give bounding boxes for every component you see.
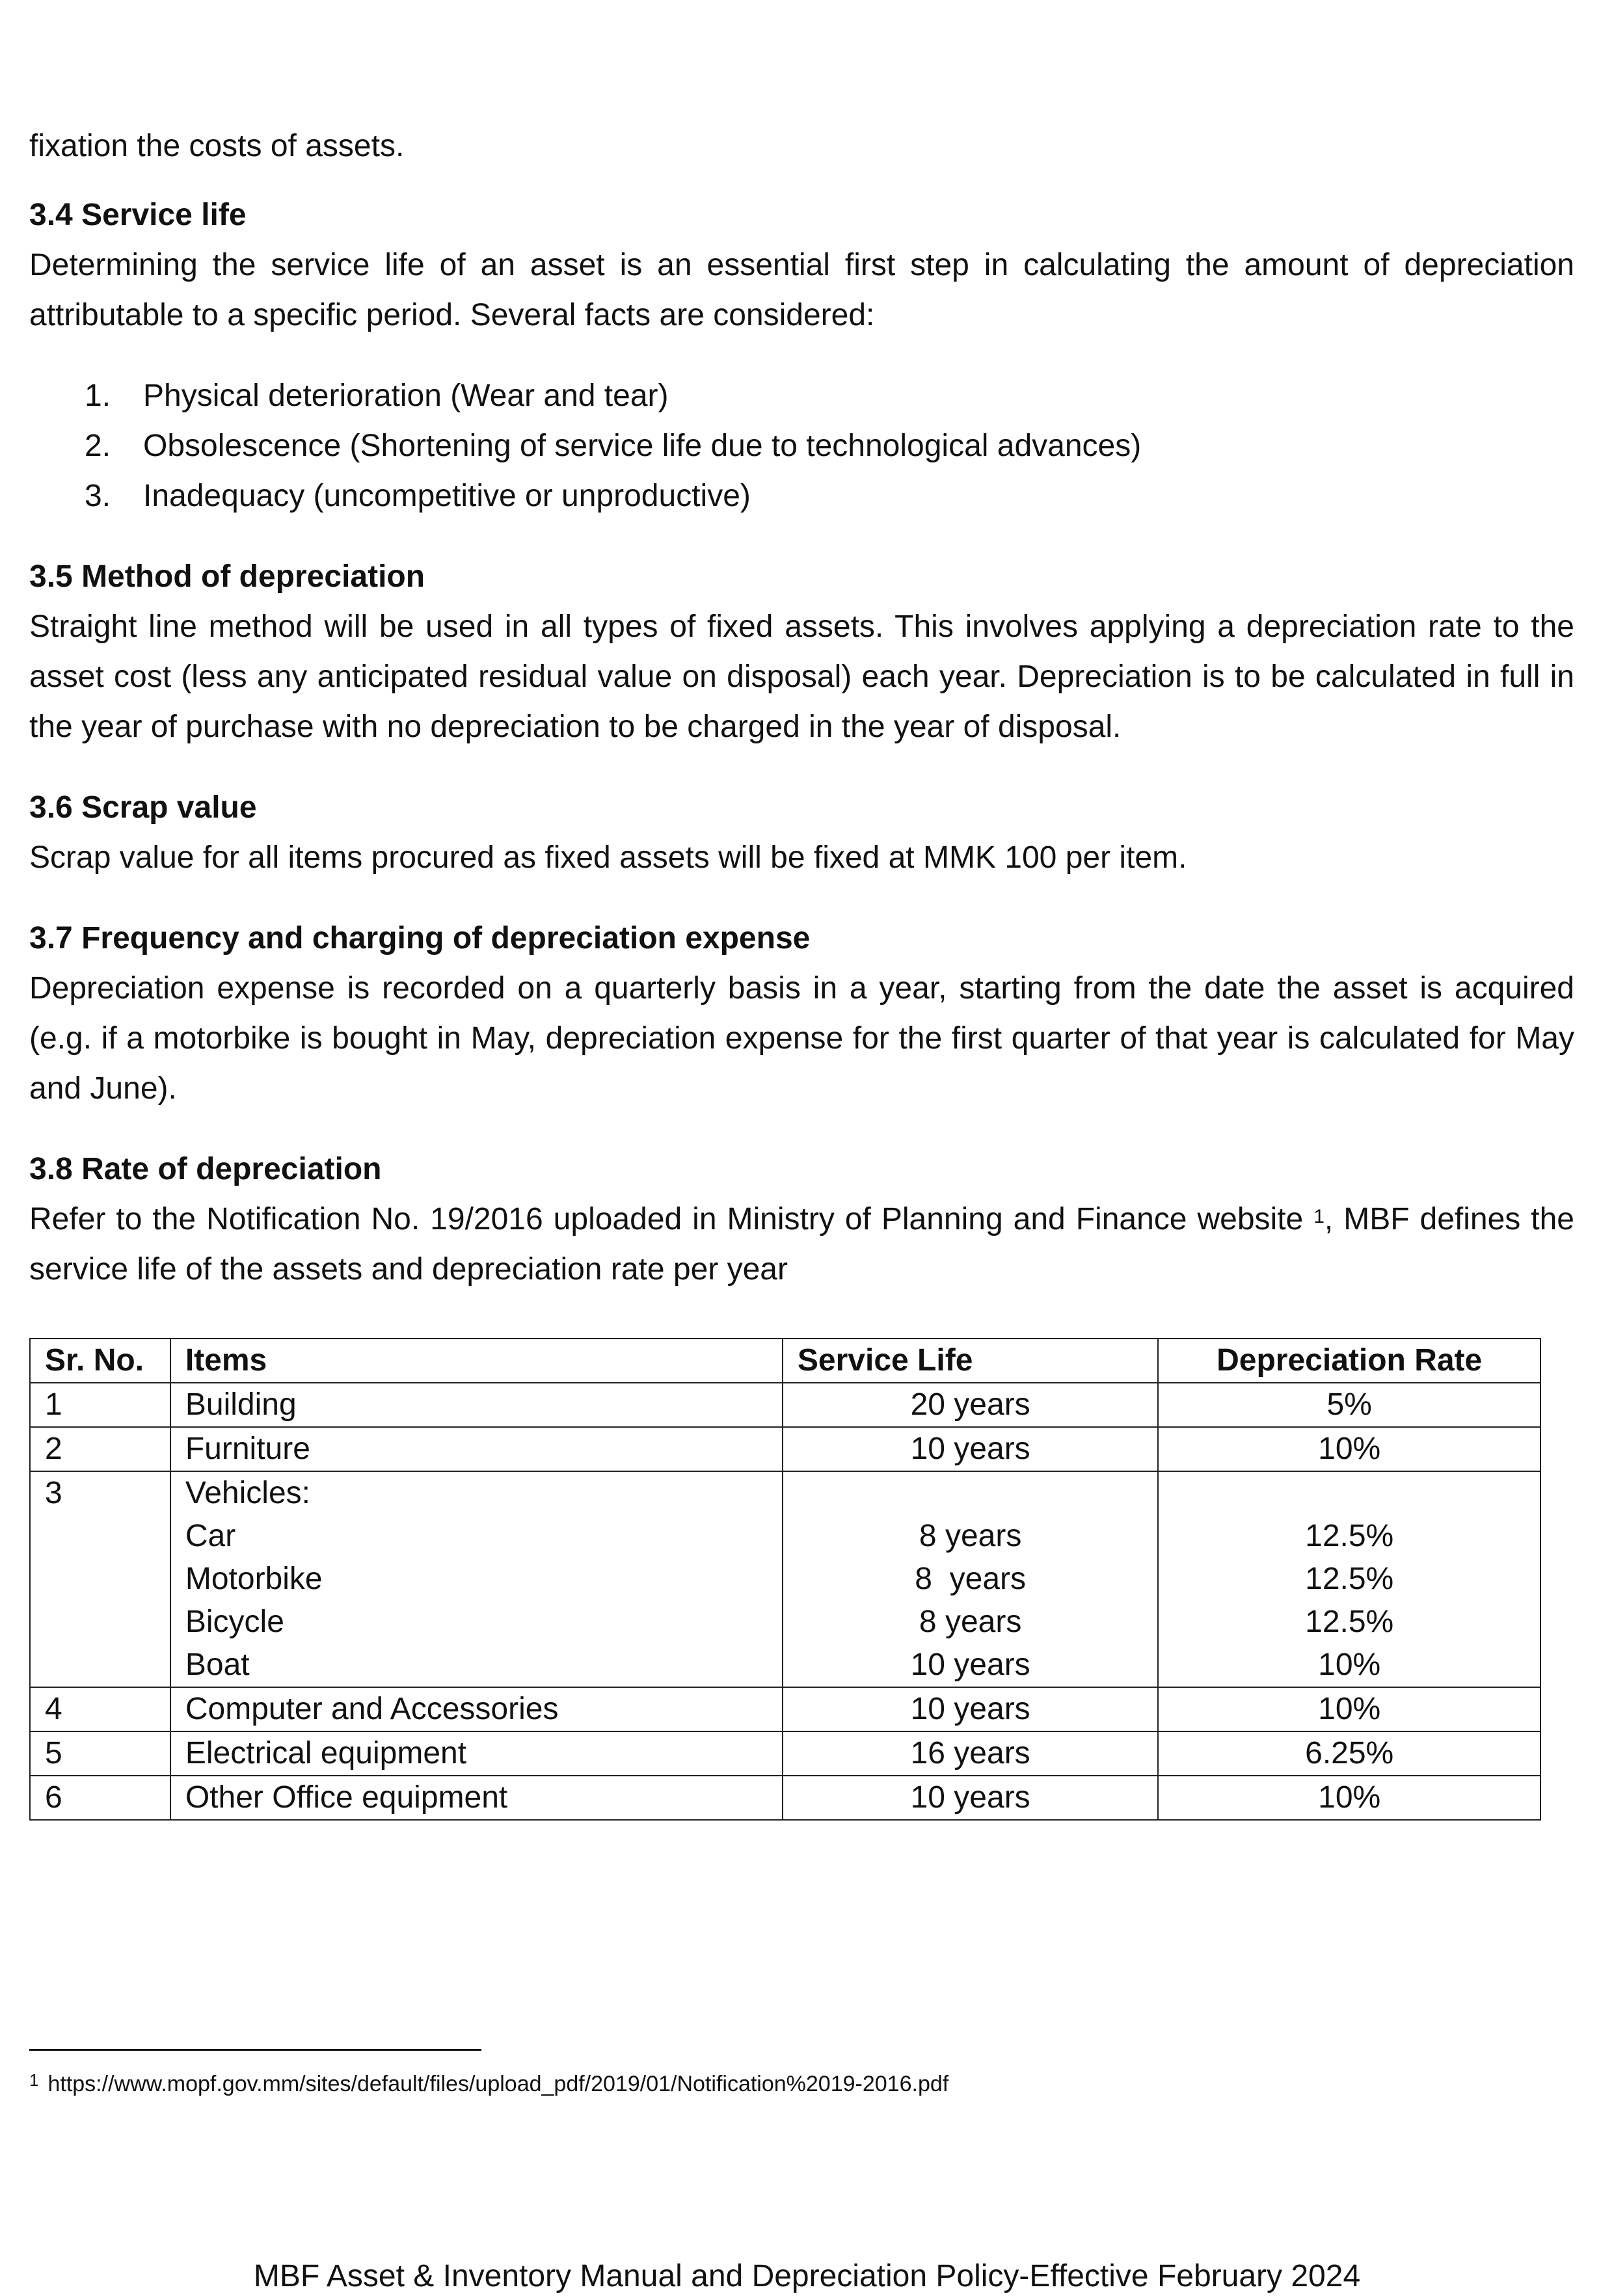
sub-rate: 12.5% <box>1305 1519 1394 1553</box>
list-item: 1. Physical deterioration (Wear and tear) <box>85 379 669 413</box>
table-row <box>30 1383 1540 1427</box>
cell-service-life: 10 years <box>783 1776 1158 1820</box>
group-blank <box>1173 1472 1526 1515</box>
sub-rate: 10% <box>1318 1648 1381 1682</box>
col-header-items: Items <box>170 1339 783 1383</box>
sub-service-life: 8 years <box>915 1562 1026 1596</box>
paragraph-rate-of-depreciation: Refer to the Notification No. 19/2016 uploaded in Ministry of Planning and Finance website $^1$, MBF defines the service life of the assets and depreciation rate per year <box>29 1202 1575 1287</box>
footnote <box>29 2068 948 2100</box>
cell-item: Computer and Accessories <box>170 1687 783 1731</box>
table-header-row <box>30 1339 1540 1383</box>
cell-rate: 5% <box>1158 1383 1540 1427</box>
list-item: 3. Inadequacy (uncompetitive or unproductive) <box>85 479 751 513</box>
heading-rate-of-depreciation: 3.8 Rate of depreciation <box>29 1152 382 1186</box>
cell-rate: 10% <box>1158 1427 1540 1471</box>
sub-item: Bicycle <box>185 1605 284 1639</box>
cell-sr: 2 <box>30 1427 170 1471</box>
col-header-depreciation-rate: Depreciation Rate <box>1158 1339 1540 1383</box>
sub-item: Boat <box>185 1648 250 1682</box>
sub-item: Car <box>185 1519 236 1553</box>
cell-item: Other Office equipment <box>170 1776 783 1820</box>
heading-scrap-value: 3.6 Scrap value <box>29 790 257 825</box>
col-header-service-life: Service Life <box>783 1339 1158 1383</box>
cell-service-life: 16 years <box>783 1731 1158 1776</box>
heading-method-of-depreciation: 3.5 Method of depreciation <box>29 559 425 594</box>
table-row <box>30 1776 1540 1820</box>
cell-rate-group <box>1158 1471 1540 1687</box>
cell-sr: 3 <box>30 1471 170 1687</box>
footnote-url[interactable]: https://www.mopf.gov.mm/sites/default/files/upload_pdf/2019/01/Notification%2019-2016.pdf <box>47 2072 949 2096</box>
cell-sr: 4 <box>30 1687 170 1731</box>
sub-rate: 12.5% <box>1305 1562 1394 1596</box>
cell-rate: 10% <box>1158 1776 1540 1820</box>
group-label: Vehicles: <box>185 1476 310 1510</box>
group-blank <box>798 1472 1143 1515</box>
table-row <box>30 1427 1540 1471</box>
cell-rate: 10% <box>1158 1687 1540 1731</box>
cell-item: Furniture <box>170 1427 783 1471</box>
cell-service-life: 20 years <box>783 1383 1158 1427</box>
cell-sr: 1 <box>30 1383 170 1427</box>
cell-service-life: 10 years <box>783 1687 1158 1731</box>
cell-sr: 6 <box>30 1776 170 1820</box>
cell-item-group <box>170 1471 783 1687</box>
table-row <box>30 1687 1540 1731</box>
cell-rate: 6.25% <box>1158 1731 1540 1776</box>
heading-service-life: 3.4 Service life <box>29 198 247 232</box>
cell-service-life: 10 years <box>783 1427 1158 1471</box>
cell-service-life-group <box>783 1471 1158 1687</box>
sub-service-life: 8 years <box>919 1519 1022 1553</box>
intro-line: fixation the costs of assets. <box>29 129 405 163</box>
list-item: 2. Obsolescence (Shortening of service life due to technological advances) <box>85 429 1142 463</box>
paragraph-scrap-value: Scrap value for all items procured as fixed assets will be fixed at MMK 100 per item. <box>29 840 1187 875</box>
paragraph-method-of-depreciation: Straight line method will be used in all types of fixed assets. This involves applying a depreciation rate to the asset cost (less any anticipated residual value on disposal) each year. Depreciation is to be calculated in full in the year of purchase with no depreciation to be charged in the year of disposal. <box>29 609 1574 744</box>
paragraph-frequency: Depreciation expense is recorded on a quarterly basis in a year, starting from the date the asset is acquired (e.g. if a motorbike is bought in May, depreciation expense for the first quarter of that year is calculated for May and June). <box>29 971 1574 1106</box>
footnote-reference[interactable]: 1 <box>1313 1206 1325 1227</box>
footnote-separator <box>29 2049 481 2051</box>
page-footer: MBF Asset & Inventory Manual and Depreciation Policy-Effective February 2024 <box>253 2259 1361 2293</box>
page-content <box>29 0 1574 1294</box>
table-row-vehicles <box>30 1471 1540 1687</box>
table-row <box>30 1731 1540 1776</box>
paragraph-service-life: Determining the service life of an asset is an essential first step in calculating the amount of depreciation attributable to a specific period. Several facts are considered: <box>29 248 1574 332</box>
heading-frequency: 3.7 Frequency and charging of depreciation expense <box>29 921 811 955</box>
depreciation-rate-table <box>29 1338 1541 1821</box>
footnote-mark: 1 <box>29 2070 39 2090</box>
sub-service-life: 8 years <box>919 1605 1022 1639</box>
sub-item: Motorbike <box>185 1562 323 1596</box>
cell-item: Electrical equipment <box>170 1731 783 1776</box>
service-life-factors-list <box>29 371 1574 521</box>
sub-service-life: 10 years <box>910 1648 1030 1682</box>
col-header-sr-no: Sr. No. <box>30 1339 170 1383</box>
cell-sr: 5 <box>30 1731 170 1776</box>
sub-rate: 12.5% <box>1305 1605 1394 1639</box>
cell-item: Building <box>170 1383 783 1427</box>
